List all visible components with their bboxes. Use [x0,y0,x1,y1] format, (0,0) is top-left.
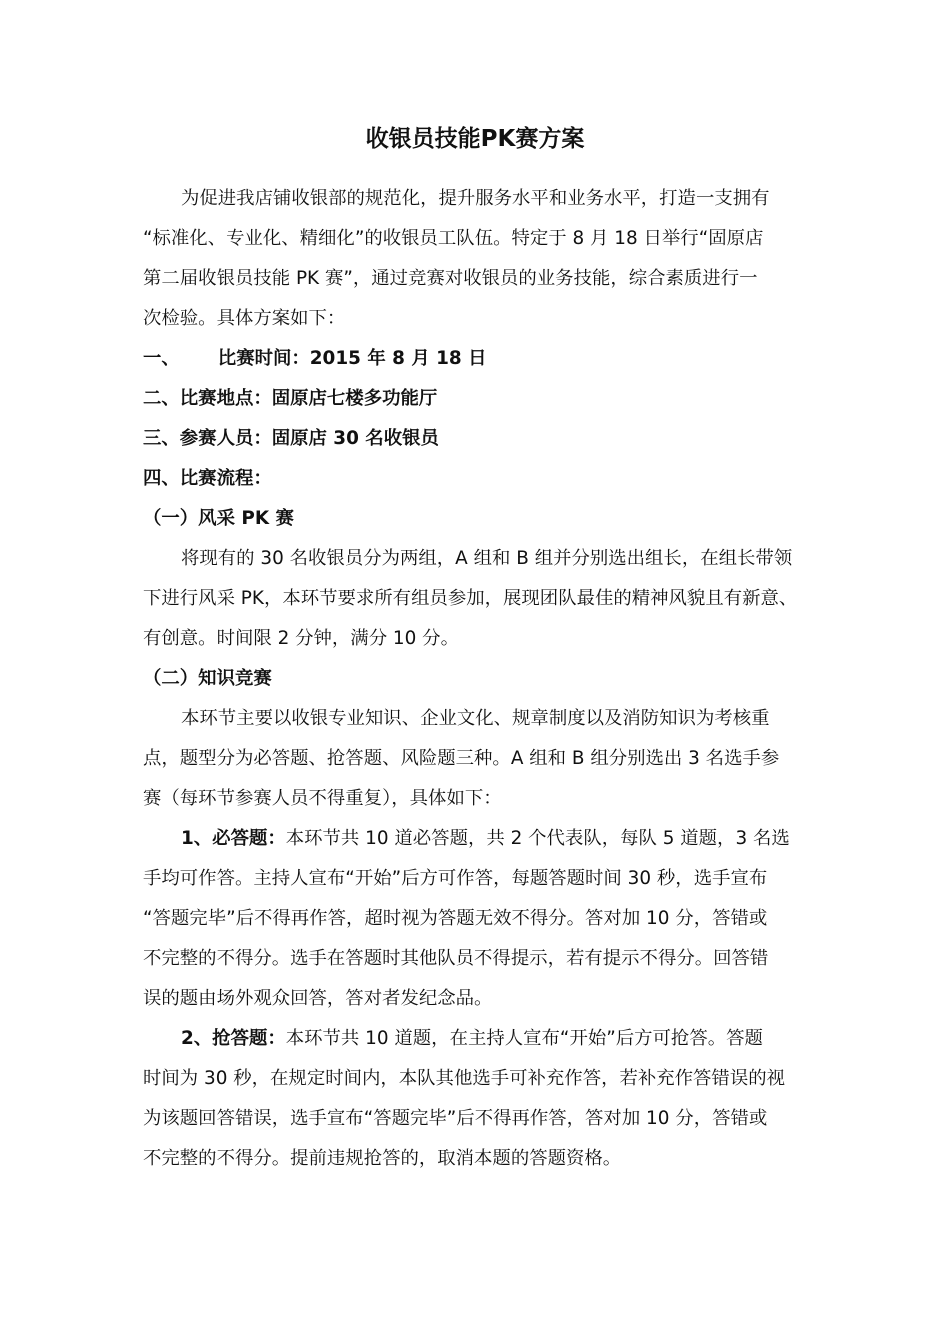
section-time [143,339,823,379]
item2-label: 2、抢答题： [181,1028,286,1049]
part1-heading: （一）风采 PK 赛 [143,508,294,529]
section-time-text: 比赛时间：2015 年 8 月 18 日 [217,348,487,369]
intro-line: 第二届收银员技能 PK 赛”，通过竞赛对收银员的业务技能，综合素质进行一 [143,268,758,289]
item2-text: 本环节共 10 道题，在主持人宣布“开始”后方可抢答。答题 [285,1028,763,1049]
item2-line: 为该题回答错误，选手宣布“答题完毕”后不得再作答，答对加 10 分，答错或 [143,1108,768,1129]
item2-first-line [181,1019,861,1059]
section-place: 二、比赛地点：固原店七楼多功能厅 [143,388,438,409]
item2-line: 时间为 30 秒，在规定时间内，本队其他选手可补充作答，若补充作答错误的视 [143,1068,785,1089]
part1-line: 有创意。时间限 2 分钟，满分 10 分。 [143,628,459,649]
part1-line: 下进行风采 PK，本环节要求所有组员参加，展现团队最佳的精神风貌且有新意、 [143,588,798,609]
part2-line: 本环节主要以收银专业知识、企业文化、规章制度以及消防知识为考核重 [181,708,770,729]
section-people: 三、参赛人员：固原店 30 名收银员 [143,428,439,449]
part1-line: 将现有的 30 名收银员分为两组，A 组和 B 组并分别选出组长，在组长带领 [181,548,793,569]
item1-label: 1、必答题： [181,828,286,849]
part2-heading: （二）知识竞赛 [143,668,272,689]
item1-line: 误的题由场外观众回答，答对者发纪念品。 [143,988,493,1009]
part2-line: 赛（每环节参赛人员不得重复），具体如下： [143,788,502,809]
section-process: 四、比赛流程： [143,468,272,489]
section-number: 一、 [143,348,180,369]
item1-line: 手均可作答。主持人宣布“开始”后方可作答，每题答题时间 30 秒，选手宣布 [143,868,768,889]
intro-line: 次检验。具体方案如下： [143,308,346,329]
item1-first-line [181,819,861,859]
intro-line: “标准化、专业化、精细化”的收银员工队伍。特定于 8 月 18 日举行“固原店 [143,228,764,249]
document-title: 收银员技能PK赛方案 [365,126,585,152]
part2-line: 点，题型分为必答题、抢答题、风险题三种。A 组和 B 组分别选出 3 名选手参 [143,748,780,769]
item1-text: 本环节共 10 道必答题，共 2 个代表队，每队 5 道题，3 名选 [285,828,790,849]
item2-line: 不完整的不得分。提前违规抢答的，取消本题的答题资格。 [143,1148,622,1169]
intro-line: 为促进我店铺收银部的规范化，提升服务水平和业务水平，打造一支拥有 [181,188,770,209]
item1-line: 不完整的不得分。选手在答题时其他队员不得提示，若有提示不得分。回答错 [143,948,769,969]
item1-line: “答题完毕”后不得再作答，超时视为答题无效不得分。答对加 10 分，答错或 [143,908,768,929]
